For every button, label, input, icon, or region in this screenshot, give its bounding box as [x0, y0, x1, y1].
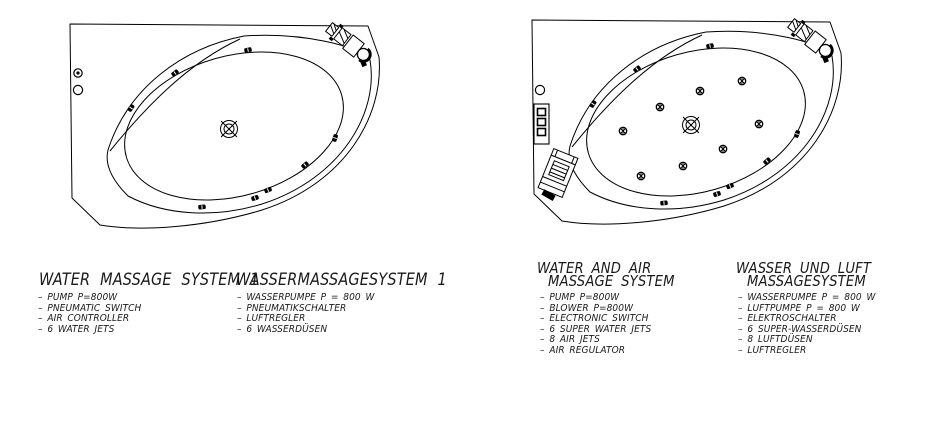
system1-spec-list-en: [38, 293, 141, 335]
spec-item: – 8 AIR JETS: [540, 334, 600, 345]
system1-title-en: WATER MASSAGE SYSTEM 1: [39, 270, 260, 290]
spec-item: – AIR REGULATOR: [540, 344, 626, 356]
spec-item: – AIR CONTROLLER: [38, 313, 130, 324]
system1-title-de: WASSERMASSAGESYSTEM 1: [236, 270, 447, 290]
system2-title-de-line2: MASSAGESYSTEM: [747, 272, 866, 290]
spec-item: – PUMP P=800W: [540, 292, 620, 303]
pneumatic-switch-knob: [74, 69, 82, 77]
system2-title-en-line1: WATER AND AIR: [537, 259, 652, 277]
system1-spec-list-de: [237, 293, 374, 335]
spec-item: – 6 WASSERDÜSEN: [237, 323, 328, 335]
spec-item: – LUFTREGLER: [237, 313, 306, 324]
spec-item: – PNEUMATIKSCHALTER: [237, 302, 347, 314]
spec-item: – 6 WATER JETS: [38, 323, 115, 335]
spec-item: – PUMP P=800W: [38, 292, 118, 303]
spec-item: – LUFTREGLER: [738, 344, 807, 356]
tub-diagram-water-massage: [66, 20, 388, 232]
spec-item: – ELECTRONIC SWITCH: [540, 313, 649, 324]
blower-unit: [535, 149, 577, 204]
air-jet-field: [619, 77, 762, 179]
spec-item: – WASSERPUMPE P = 800 W: [237, 292, 375, 303]
system2-spec-list-de: [738, 293, 875, 356]
spec-item: – 8 LUFTDÜSEN: [738, 334, 813, 345]
spec-item: – 6 SUPER WATER JETS: [540, 323, 652, 335]
spec-item: – LUFTPUMPE P = 800 W: [738, 302, 860, 314]
spec-item: – PNEUMATIC SWITCH: [38, 302, 142, 314]
air-regulator-knob: [535, 85, 544, 94]
system2-title-de-line1: WASSER UND LUFT: [736, 259, 872, 277]
spec-item: – ELEKTROSCHALTER: [738, 313, 837, 324]
air-controller-knob: [73, 85, 82, 94]
spec-item: – 6 SUPER-WASSERDÜSEN: [738, 323, 862, 335]
system2-spec-list-en: [540, 293, 651, 356]
electronic-switch-panel: [534, 104, 549, 144]
tub-diagram-water-air-massage: [528, 16, 850, 228]
spec-item: – BLOWER P=800W: [540, 302, 634, 314]
system2-title-en-line2: MASSAGE SYSTEM: [548, 272, 675, 290]
spec-item: – WASSERPUMPE P = 800 W: [738, 292, 876, 303]
